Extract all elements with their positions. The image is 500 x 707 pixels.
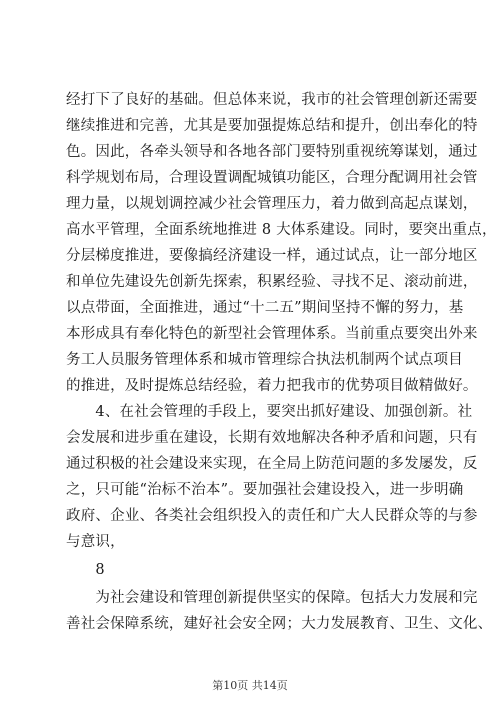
text-line: 科学规划布局，合理设置调配城镇功能区，合理分配调用社会管 [66, 170, 478, 186]
text-line: 之，只可能“治标不治本”。要加强社会建设投入，进一步明确 [66, 482, 464, 498]
text-line: 理力量，以规划调控减少社会管理压力，着力做到高起点谋划， [66, 196, 478, 212]
text-line: 的推进，及时提炼总结经验，着力把我市的优势项目做精做好。 [66, 378, 478, 394]
text-line: 会发展和进步重在建设，长期有效地解决各种矛盾和问题，只有 [66, 430, 478, 446]
page-break-number: 8 [66, 562, 105, 578]
text-line: 继续推进和完善，尤其是要加强提炼总结和提升，创出奉化的特 [66, 118, 478, 134]
text-line: 色。因此，各牵头领导和各地各部门要特别重视统筹谋划，通过 [66, 144, 478, 160]
text-line: 通过积极的社会建设来实现，在全局上防范问题的多发屡发，反 [66, 456, 478, 472]
text-line: 以点带面，全面推进，通过“十二五”期间坚持不懈的努力，基 [66, 300, 464, 316]
text-line: 务工人员服务管理体系和城市管理综合执法机制两个试点项目 [66, 352, 463, 368]
page-footer: 第10页 共14页 [212, 679, 288, 692]
text-line: 4、在社会管理的手段上，要突出抓好建设、加强创新。社 [66, 404, 473, 420]
text-line: 为社会建设和管理创新提供坚实的保障。包括大力发展和完 [66, 590, 478, 606]
text-line: 经打下了良好的基础。但总体来说，我市的社会管理创新还需要 [66, 92, 478, 108]
text-line: 分层梯度推进，要像搞经济建设一样，通过试点，让一部分地区 [66, 248, 478, 264]
text-line: 本形成具有奉化特色的新型社会管理体系。当前重点要突出外来 [66, 326, 478, 342]
text-line: 善社会保障系统，建好社会安全网；大力发展教育、卫生、文化、 [66, 616, 493, 632]
text-line: 高水平管理，全面系统地推进 8 大体系建设。同时，要突出重点， [66, 222, 497, 238]
text-line: 政府、企业、各类社会组织投入的责任和广大人民群众等的与参 [66, 508, 478, 524]
text-line: 和单位先建设先创新先探索，积累经验、寻找不足、滚动前进， [66, 274, 478, 290]
text-line: 与意识， [66, 534, 125, 550]
